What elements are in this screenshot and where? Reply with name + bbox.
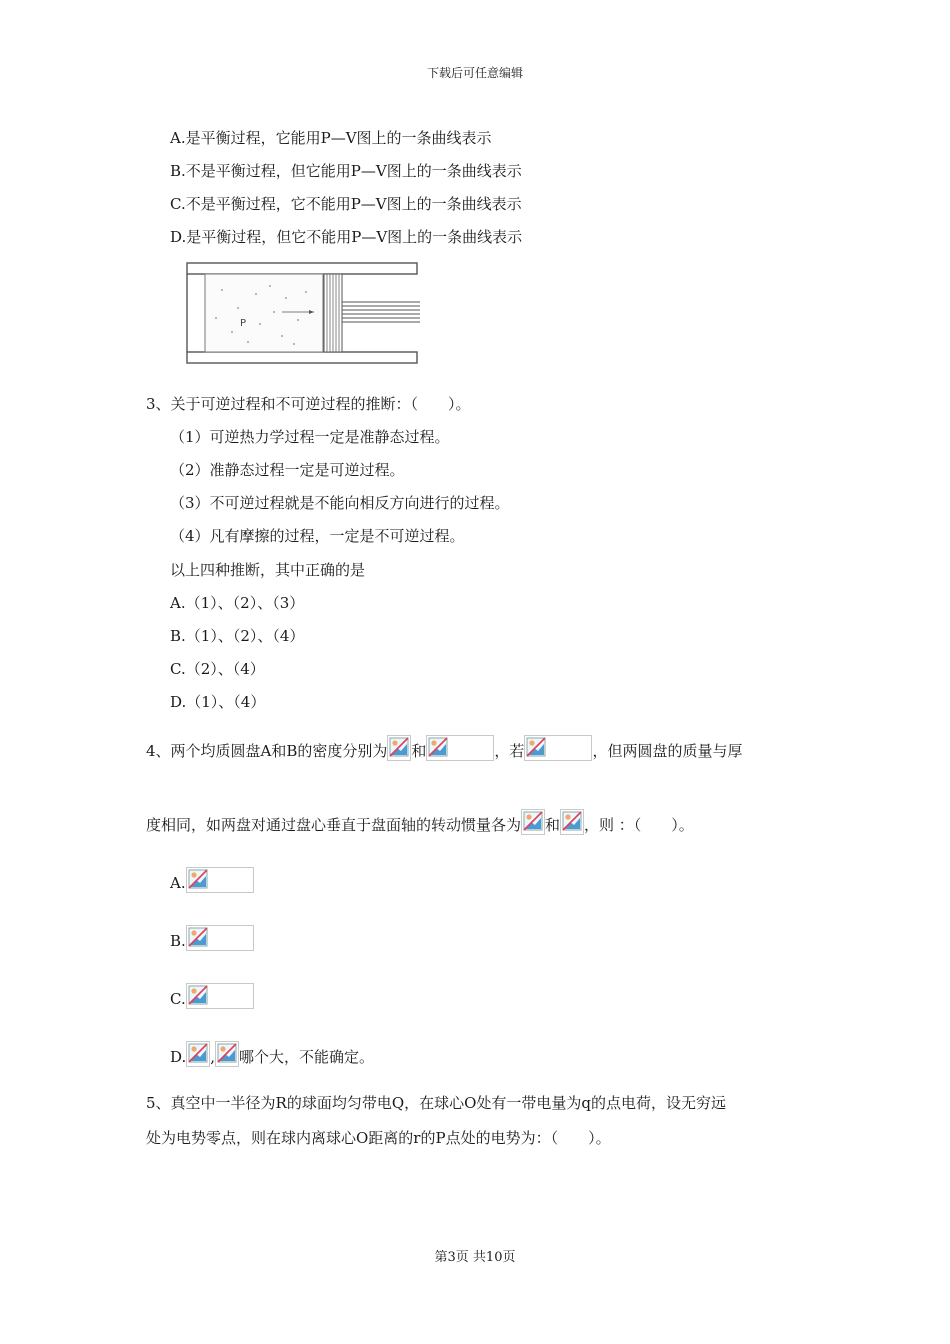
q3-item-3: （3）不可逆过程就是不能向相反方向进行的过程。 [170,494,510,512]
q4-line-1-text-b: 和 [411,742,427,760]
q4-line-2-text-a: 度相同，如两盘对通过盘心垂直于盘面轴的转动惯量各为 [146,816,522,834]
q4-option-b-label: B. [170,932,186,950]
q3-option-a: A.（1）、（2）、（3） [170,594,305,612]
q2-option-c: C.不是平衡过程，它不能用P—V图上的一条曲线表示 [170,195,522,213]
broken-image-icon [387,735,411,761]
q4-option-b [170,925,254,951]
piston-cylinder-figure [186,262,422,376]
q3-summary: 以上四种推断，其中正确的是 [170,561,366,579]
q4-option-c [170,983,254,1009]
pressure-label: P [240,318,247,329]
q4-line-1-text-c: ，若 [494,742,525,760]
q4-line-1 [146,735,742,761]
q2-option-d: D.是平衡过程，但它不能用P—V图上的一条曲线表示 [170,228,523,246]
q4-line-1-text-d: ，但两圆盘的质量与厚 [592,742,743,760]
q4-line-2-text-b: 和 [545,816,561,834]
broken-image-icon [521,809,545,835]
q4-option-d-comma: , [210,1048,216,1066]
q3-option-b: B.（1）、（2）、（4） [170,627,305,645]
q4-option-d [170,1041,374,1067]
q4-option-a [170,867,254,893]
page-header: 下载后可任意编辑 [426,66,523,80]
q2-option-a: A.是平衡过程，它能用P—V图上的一条曲线表示 [170,129,492,147]
q3-stem: 3、关于可逆过程和不可逆过程的推断：（ ）。 [146,395,471,413]
q4-option-d-label: D. [170,1048,187,1066]
q3-option-c: C.（2）、（4） [170,660,265,678]
broken-image-icon [560,809,584,835]
page-footer: 第3页 共10页 [434,1250,516,1265]
q4-option-d-text: 哪个大，不能确定。 [239,1048,375,1066]
broken-image-icon [426,735,494,761]
broken-image-icon [186,867,254,893]
q3-item-1: （1）可逆热力学过程一定是准静态过程。 [170,428,450,446]
q3-item-2: （2）准静态过程一定是可逆过程。 [170,461,405,479]
broken-image-icon [215,1041,239,1067]
broken-image-icon [186,925,254,951]
q3-item-4: （4）凡有摩擦的过程，一定是不可逆过程。 [170,527,465,545]
q3-option-d: D.（1）、（4） [170,693,266,711]
q4-line-1-text-a: 4、两个均质圆盘A和B的密度分别为 [146,742,388,760]
broken-image-icon [186,1041,210,1067]
q4-option-c-label: C. [170,990,186,1008]
q4-line-2-text-c: ，则 ：（ ）。 [584,816,694,834]
q5-line-1: 5、真空中一半径为R的球面均匀带电Q，在球心O处有一带电量为q的点电荷，设无穷远 [146,1094,727,1112]
q4-line-2 [146,809,694,835]
q4-option-a-label: A. [170,874,186,892]
broken-image-icon [186,983,254,1009]
q2-option-b: B.不是平衡过程，但它能用P—V图上的一条曲线表示 [170,162,522,180]
q5-line-2: 处为电势零点，则在球内离球心O距离的r的P点处的电势为：（ ）。 [146,1129,611,1147]
broken-image-icon [524,735,592,761]
